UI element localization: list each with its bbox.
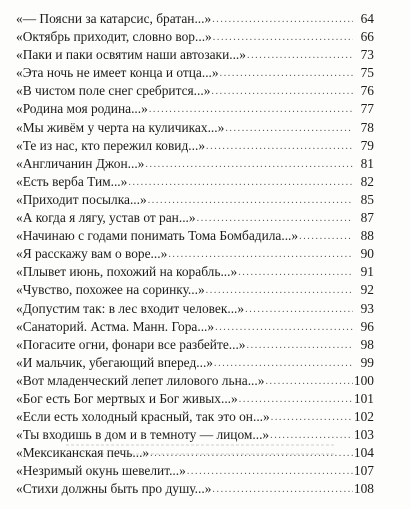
toc-dot-leader — [214, 355, 353, 373]
toc-entry — [16, 64, 374, 82]
toc-entry-page: 107 — [353, 463, 374, 479]
toc-entry-page: 90 — [360, 246, 374, 262]
table-of-contents — [16, 10, 374, 499]
toc-entry-title: «Мы живём у черта на куличиках...» — [16, 119, 225, 135]
toc-entry-page: 92 — [360, 282, 374, 298]
toc-entry — [16, 28, 374, 46]
toc-entry-title: «Паки и паки освятим наши автозаки...» — [16, 47, 246, 63]
toc-entry-page: 78 — [360, 119, 374, 135]
toc-entry-page: 104 — [353, 445, 374, 461]
toc-entry-title: «Есть верба Тим...» — [16, 173, 128, 189]
toc-entry-title: «Чувство, похожее на соринку...» — [16, 282, 205, 298]
toc-entry-page: 99 — [360, 354, 374, 370]
toc-dot-leader — [299, 228, 353, 246]
toc-dot-leader — [149, 101, 353, 119]
toc-dot-leader — [168, 246, 353, 264]
toc-entry-title: «Бог есть Бог мертвых и Бог живых...» — [16, 390, 238, 406]
toc-dot-leader — [213, 29, 353, 47]
toc-entry — [16, 119, 374, 137]
toc-entry-page: 81 — [360, 155, 374, 171]
toc-entry-page: 91 — [360, 264, 374, 280]
toc-entry-page: 96 — [360, 318, 374, 334]
toc-dot-leader — [220, 65, 353, 83]
toc-entry-title: «Я расскажу вам о воре...» — [16, 246, 168, 262]
toc-entry — [16, 480, 374, 498]
toc-entry — [16, 408, 374, 426]
toc-entry-title: «И мальчик, убегающий вперед...» — [16, 354, 214, 370]
toc-entry — [16, 191, 374, 209]
toc-entry-title: «Англичанин Джон...» — [16, 155, 145, 171]
toc-entry — [16, 245, 374, 263]
toc-entry — [16, 462, 374, 480]
toc-dot-leader — [206, 138, 353, 156]
toc-dot-leader — [247, 47, 353, 65]
toc-entry — [16, 137, 374, 155]
toc-entry-title: «Если есть холодный красный, так это он...» — [16, 409, 270, 425]
toc-entry-page: 108 — [353, 481, 374, 497]
toc-entry-page: 103 — [353, 427, 374, 443]
toc-dot-leader — [238, 264, 353, 282]
toc-entry-title: «Начинаю с годами понимать Тома Бомбадила...» — [16, 228, 299, 244]
toc-entry-title: «Ты входишь в дом и в темноту — лицом...» — [16, 427, 270, 443]
toc-entry-title: «Эта ночь не имеет конца и отца...» — [16, 65, 219, 81]
toc-entry-page: 73 — [360, 47, 374, 63]
toc-entry — [16, 227, 374, 245]
toc-entry-page: 77 — [360, 101, 374, 117]
toc-entry-title: «А когда я лягу, устав от ран...» — [16, 210, 196, 226]
toc-entry — [16, 300, 374, 318]
toc-entry-title: «В чистом поле снег сребрится...» — [16, 83, 211, 99]
toc-entry-title: «Вот младенческий лепет лилового льна...» — [16, 372, 265, 388]
toc-entry — [16, 281, 374, 299]
toc-entry-page: 93 — [360, 300, 374, 316]
toc-entry — [16, 82, 374, 100]
toc-entry — [16, 10, 374, 28]
toc-entry — [16, 444, 374, 462]
toc-dot-leader — [212, 481, 353, 499]
toc-entry-page: 100 — [353, 372, 374, 388]
toc-entry-title: «Санаторий. Астма. Манн. Гора...» — [16, 318, 215, 334]
toc-entry — [16, 426, 374, 444]
toc-entry-page: 98 — [360, 336, 374, 352]
toc-entry-title: «Родина моя родина...» — [16, 101, 148, 117]
toc-entry-page: 64 — [360, 11, 374, 26]
toc-dot-leader — [270, 427, 353, 445]
toc-entry — [16, 372, 374, 390]
toc-dot-leader — [206, 282, 353, 300]
toc-dot-leader — [150, 445, 353, 463]
toc-entry-page: 101 — [353, 390, 374, 406]
toc-entry-page: 87 — [360, 210, 374, 226]
toc-entry-page: 102 — [353, 409, 374, 425]
toc-dot-leader — [145, 156, 353, 174]
toc-entry-page: 85 — [360, 191, 374, 207]
toc-entry-title: «Допустим так: в лес входит человек...» — [16, 300, 245, 316]
toc-dot-leader — [247, 337, 353, 355]
toc-entry-title: «Те из нас, кто пережил ковид...» — [16, 137, 206, 153]
toc-entry — [16, 209, 374, 227]
toc-entry-page: 82 — [360, 173, 374, 189]
toc-dot-leader — [148, 192, 353, 210]
toc-entry — [16, 354, 374, 372]
toc-entry — [16, 336, 374, 354]
toc-entry — [16, 318, 374, 336]
toc-dot-leader — [187, 463, 353, 481]
toc-entry — [16, 155, 374, 173]
toc-dot-leader — [212, 11, 353, 29]
toc-entry — [16, 263, 374, 281]
toc-dot-leader — [245, 301, 353, 319]
toc-entry — [16, 100, 374, 118]
toc-entry — [16, 46, 374, 64]
toc-entry-page: 66 — [360, 29, 374, 45]
toc-dot-leader — [128, 174, 353, 192]
toc-entry-title: «— Поясни за катарсис, братан...» — [16, 11, 212, 26]
toc-entry — [16, 173, 374, 191]
toc-entry-title: «Погасите огни, фонари все разбейте...» — [16, 336, 246, 352]
toc-entry-title: «Стихи должны быть про душу...» — [16, 481, 212, 497]
toc-entry-page: 79 — [360, 137, 374, 153]
toc-entry-page: 88 — [360, 228, 374, 244]
toc-entry-title: «Незримый окунь шевелит...» — [16, 463, 186, 479]
toc-entry — [16, 390, 374, 408]
toc-dot-leader — [239, 391, 353, 409]
toc-entry-page: 75 — [360, 65, 374, 81]
toc-dot-leader — [215, 319, 353, 337]
toc-entry-page: 76 — [360, 83, 374, 99]
toc-dot-leader — [225, 120, 353, 138]
toc-entry-title: «Приходит посылка...» — [16, 191, 147, 207]
toc-dot-leader — [197, 210, 353, 228]
toc-dot-leader — [271, 409, 353, 427]
toc-entry-title: «Мексиканская печь...» — [16, 445, 150, 461]
toc-dot-leader — [211, 83, 353, 101]
toc-dot-leader — [265, 373, 352, 391]
toc-entry-title: «Октябрь приходит, словно вор...» — [16, 29, 212, 45]
toc-entry-title: «Плывет июнь, похожий на корабль...» — [16, 264, 238, 280]
